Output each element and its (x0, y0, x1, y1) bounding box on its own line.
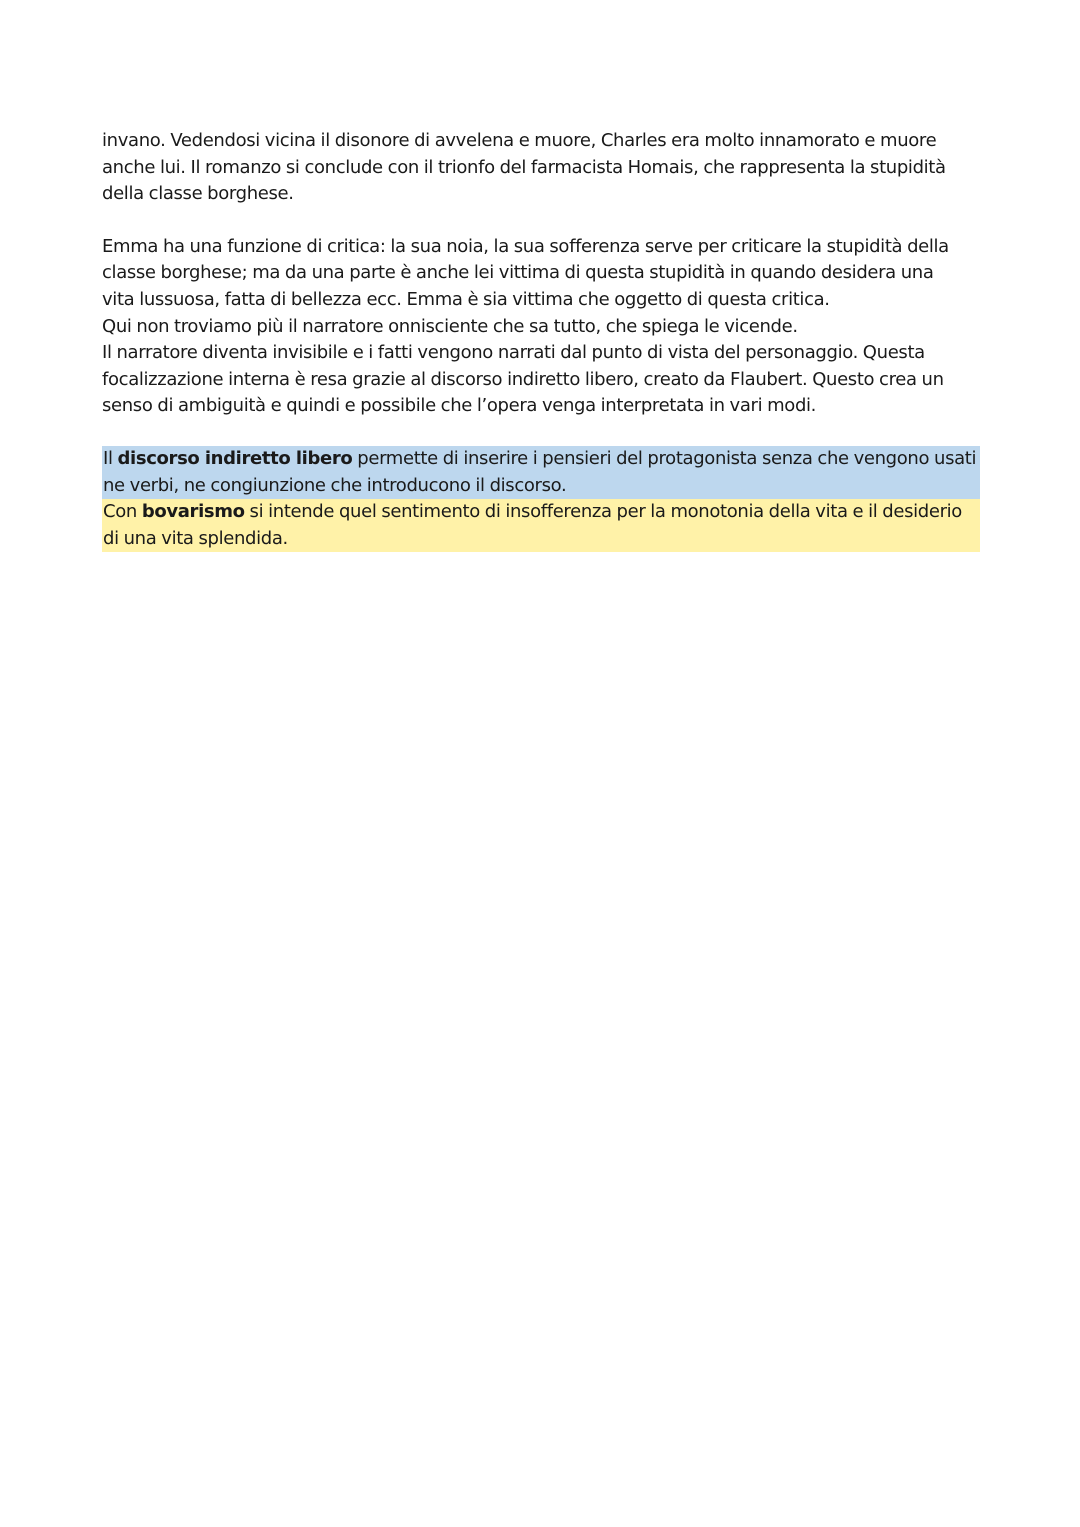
definition-discorso-indiretto-libero (102, 446, 980, 499)
paragraph-plot-ending (102, 128, 980, 208)
definition-text: permette di inserire i pensieri del protagonista senza che vengono usati (352, 447, 977, 469)
definition-line: ne verbi, ne congiunzione che introducono il discorso. (103, 474, 567, 496)
definition-bovarismo (102, 499, 980, 552)
definition-prefix: Il (103, 447, 118, 469)
definition-prefix: Con (103, 501, 142, 523)
text-line: Qui non troviamo più il narratore onnisciente che sa tutto, che spiega le vicende. (102, 315, 798, 337)
paragraph-gap (102, 420, 980, 446)
text-line: classe borghese; ma da una parte è anche lei vittima di questa stupidità in quando desidera una (102, 262, 934, 284)
definition-text: si intende quel sentimento di insofferenza per la monotonia della vita e il desiderio (244, 501, 962, 523)
definition-line: di una vita splendida. (103, 527, 288, 549)
text-line: vita lussuosa, fatta di bellezza ecc. Emma è sia vittima che oggetto di questa critica. (102, 288, 830, 310)
definition-line (102, 446, 980, 473)
paragraph-gap (102, 208, 980, 234)
text-line: della classe borghese. (102, 183, 294, 205)
definition-term: bovarismo (141, 501, 245, 523)
definition-term: discorso indiretto libero (117, 447, 353, 469)
text-line: anche lui. Il romanzo si conclude con il trionfo del farmacista Homais, che rappresenta la stupidità (102, 156, 946, 178)
paragraph-emma-critique (102, 234, 980, 420)
document-page (102, 128, 980, 552)
text-line: focalizzazione interna è resa grazie al discorso indiretto libero, creato da Flaubert. Questo crea un (102, 368, 944, 390)
text-line: Il narratore diventa invisibile e i fatti vengono narrati dal punto di vista del personaggio. Questa (102, 342, 925, 364)
text-line: senso di ambiguità e quindi e possibile che l’opera venga interpretata in vari modi. (102, 395, 817, 417)
text-line: invano. Vedendosi vicina il disonore di avvelena e muore, Charles era molto innamorato e muore (102, 130, 937, 151)
definition-line (102, 499, 980, 526)
text-line: Emma ha una funzione di critica: la sua noia, la sua sofferenza serve per criticare la stupidità della (102, 235, 949, 257)
